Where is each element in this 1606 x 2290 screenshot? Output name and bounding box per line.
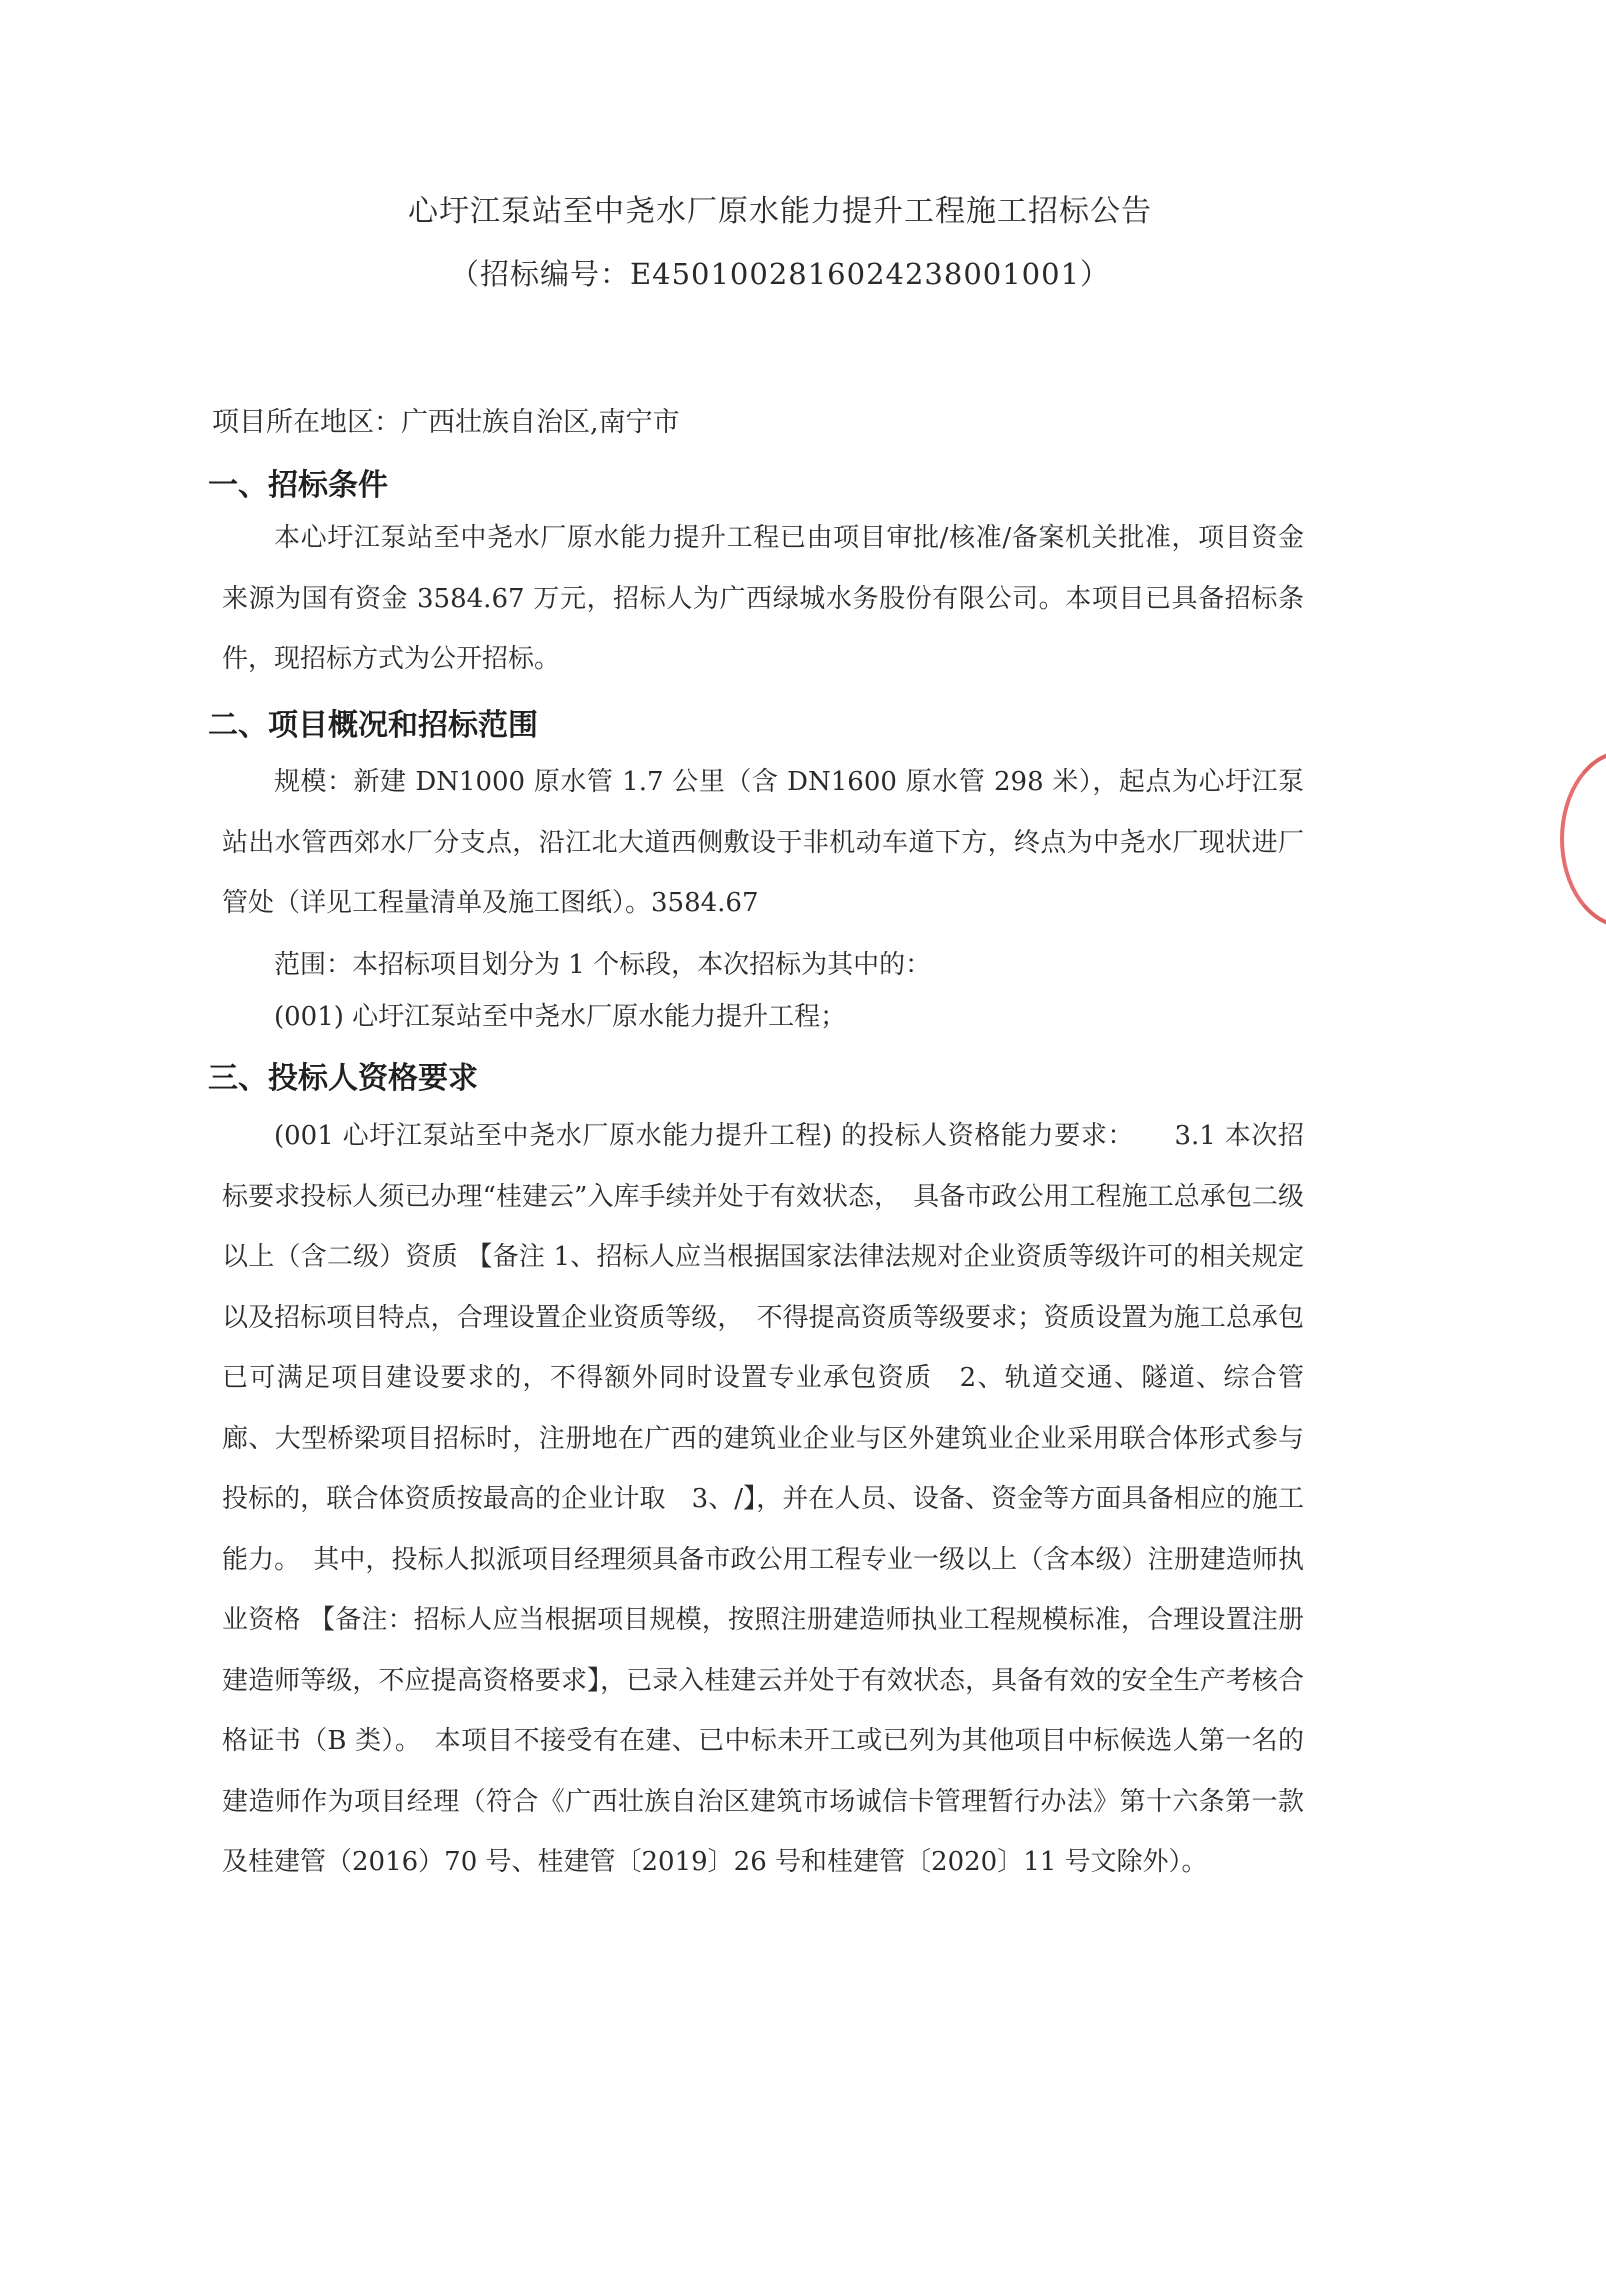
paragraph-project-scope: 范围：本招标项目划分为 1 个标段，本次招标为其中的： bbox=[274, 950, 932, 980]
section-heading-bidder-qualifications: 三、投标人资格要求 bbox=[208, 1061, 478, 1096]
document-title: 心圩江泵站至中尧水厂原水能力提升工程施工招标公告 bbox=[408, 194, 1152, 229]
section-heading-project-overview: 二、项目概况和招标范围 bbox=[208, 708, 538, 743]
tender-number: （招标编号：E4501002816024238001001） bbox=[449, 257, 1111, 291]
paragraph-lot-001: (001) 心圩江泵站至中尧水厂原水能力提升工程； bbox=[274, 1002, 847, 1032]
paragraph-bidder-qualifications: (001 心圩江泵站至中尧水厂原水能力提升工程) 的投标人资格能力要求： 3.1 本次招标要求投标人须已办理“桂建云”入库手续并处于有效状态， 具备市政公用工程施工总承包二级以上（含二级）资质 【备注 1、招标人应当根据国家法律法规对企业资质等级许可的相关规定以及招标项目特点，合理设置企业资质等级， 不得提高资质等级要求；资质设置为施工总承包已可满足项目建设要求的，不得额外同时设置专业承包资质 2、轨道交通、隧道、综合管廊、大型桥梁项目招标时，注册地在广西的建筑业企业与区外建筑业企业采用联合体形式参与投标的，联合体资质按最高的企业计取 3、/】，并在人员、设备、资金等方面具备相应的施工能力。 其中，投标人拟派项目经理须具备市政公用工程专业一级以上（含本级）注册建造师执业资格 【备注：招标人应当根据项目规模，按照注册建造师执业工程规模标准，合理设置注册建造师等级，不应提高资格要求】，已录入桂建云并处于有效状态，具备有效的安全生产考核合格证书（B 类）。 本项目不接受有在建、已中标未开工或已列为其他项目中标候选人第一名的建造师作为项目经理（符合《广西壮族自治区建筑市场诚信卡管理暂行办法》第十六条第一款及桂建管（2016）70 号、桂建管〔2019〕26 号和桂建管〔2020〕11 号文除外）。 bbox=[222, 1121, 1304, 1877]
paragraph-project-scale: 规模：新建 DN1000 原水管 1.7 公里（含 DN1600 原水管 298 米），起点为心圩江泵站出水管西郊水厂分支点，沿江北大道西侧敷设于非机动车道下方，终点为中尧水厂现状进厂管处（详见工程量清单及施工图纸）。3584.67 bbox=[222, 767, 1304, 918]
paragraph-tender-conditions: 本心圩江泵站至中尧水厂原水能力提升工程已由项目审批/核准/备案机关批准，项目资金来源为国有资金 3584.67 万元，招标人为广西绿城水务股份有限公司。本项目已具备招标条件，现招标方式为公开招标。 bbox=[222, 523, 1304, 674]
seal-stamp-edge bbox=[1560, 750, 1606, 928]
section-heading-tender-conditions: 一、招标条件 bbox=[208, 468, 388, 503]
project-location: 项目所在地区：广西壮族自治区,南宁市 bbox=[212, 407, 680, 438]
